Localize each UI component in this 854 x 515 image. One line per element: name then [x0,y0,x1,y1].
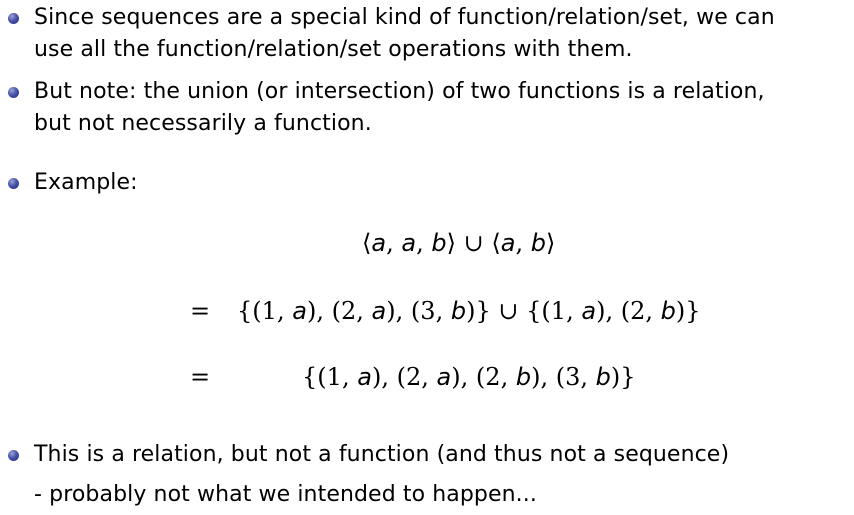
bullet-marker-2 [8,87,19,98]
math-row-2: {(1, a), (2, a), (3, b)} ∪ {(1, a), (2, b)} [237,297,701,325]
bullet-marker-4 [8,450,19,461]
math-equals-3: = [190,363,211,391]
bullet-1-line-1: Since sequences are a special kind of function/relation/set, we can [34,5,775,30]
bullet-marker-3 [8,178,19,189]
bullet-4-line-2: - probably not what we intended to happen... [34,482,537,507]
bullet-1-line-2: use all the function/relation/set operations with them. [34,37,633,62]
bullet-4-line-1: This is a relation, but not a function (and thus not a sequence) [34,442,730,467]
math-row-3: {(1, a), (2, a), (2, b), (3, b)} [302,363,636,391]
math-row-1: ⟨a, a, b⟩ ∪ ⟨a, b⟩ [362,229,556,257]
bullet-marker-1 [8,13,19,24]
bullet-2-line-1: But note: the union (or intersection) of two functions is a relation, [34,79,765,104]
math-equals-2: = [190,297,211,325]
bullet-3-line-1: Example: [34,170,138,195]
bullet-2-line-2: but not necessarily a function. [34,111,372,136]
